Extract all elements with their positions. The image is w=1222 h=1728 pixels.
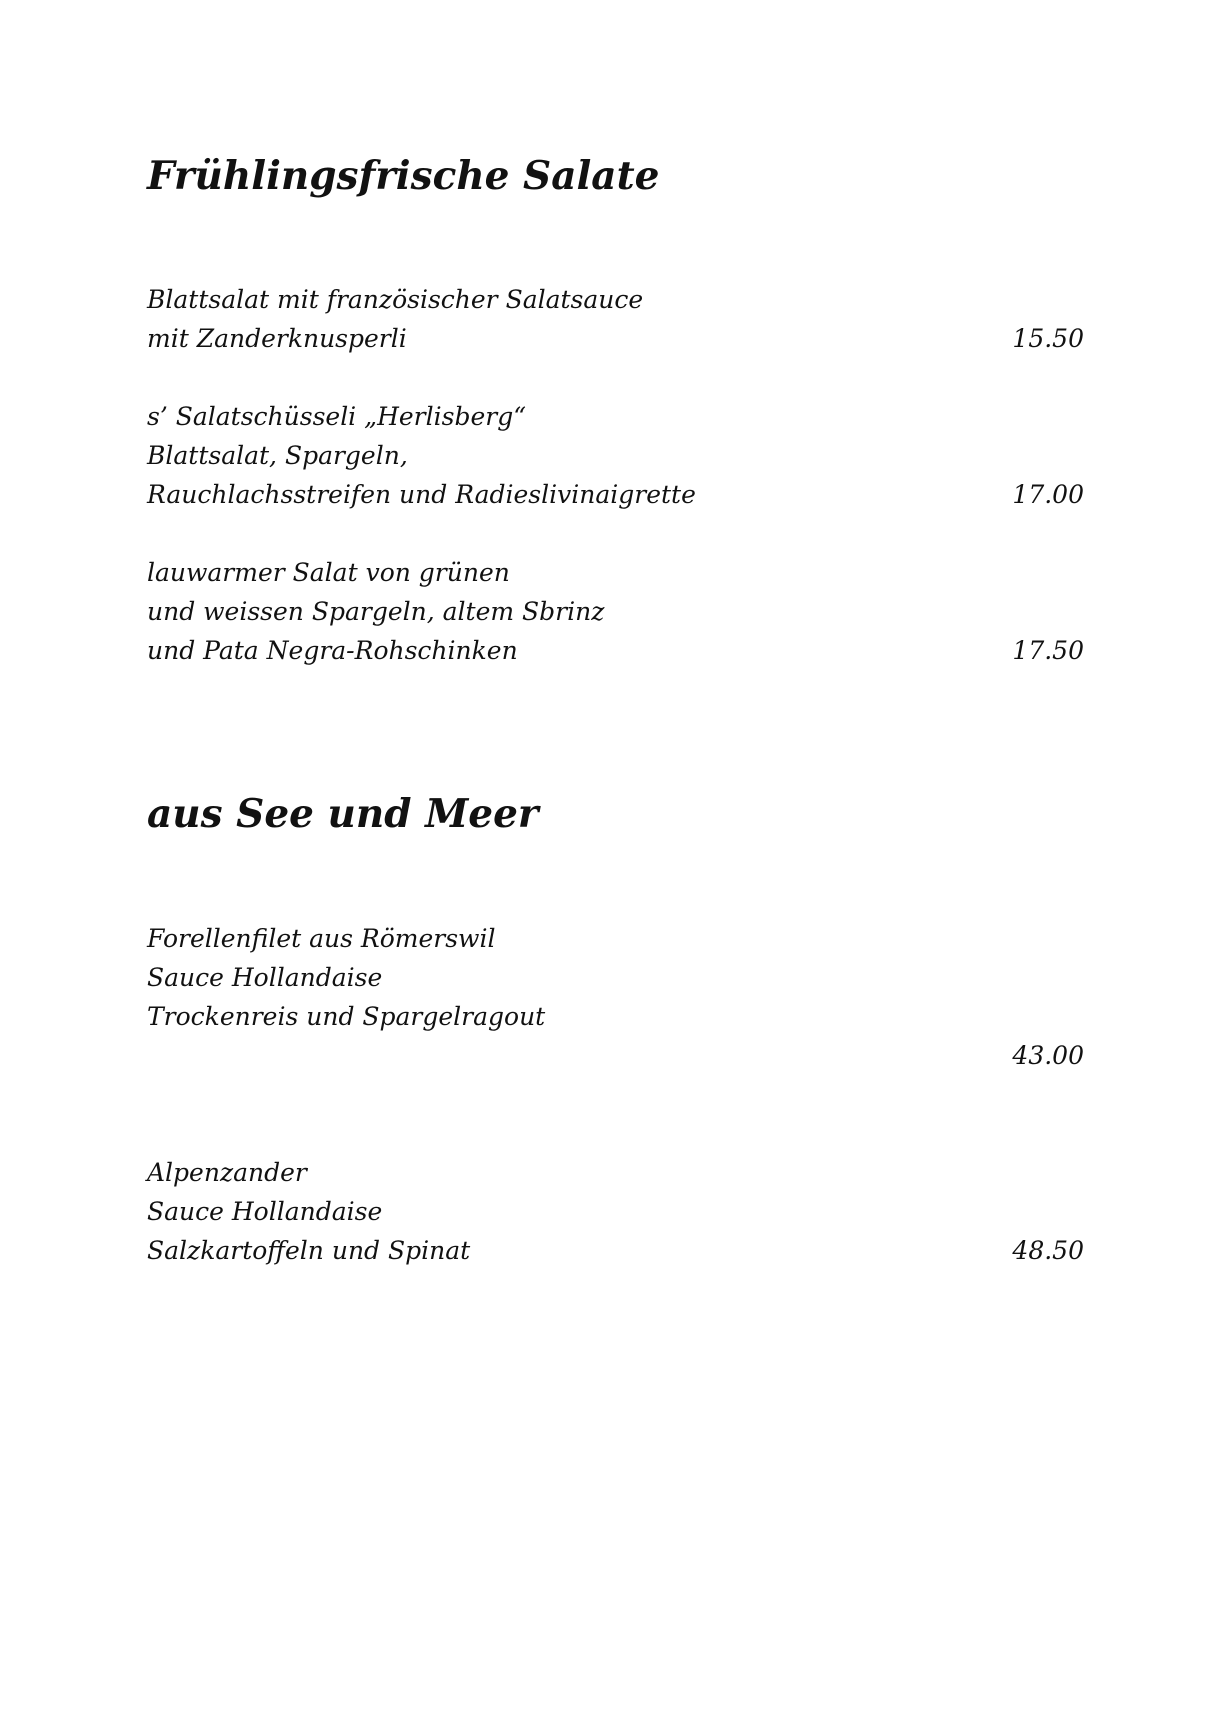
dish-description-line: Rauchlachsstreifen und Radieslivinaigrette: [147, 480, 696, 509]
dish-description-line: Sauce Hollandaise: [147, 963, 383, 992]
menu-item: [147, 1153, 1084, 1270]
section-heading-salads: Frühlingsfrische Salate: [147, 153, 660, 199]
dish-description-line: und weissen Spargeln, altem Sbrinz: [147, 597, 605, 626]
dish-price: 17.00: [1012, 480, 1084, 509]
menu-item: [147, 397, 1084, 514]
menu-item: [147, 553, 1084, 670]
dish-description-line: Sauce Hollandaise: [147, 1197, 383, 1226]
dish-description-line: Blattsalat, Spargeln,: [147, 441, 408, 470]
dish-description-line: Blattsalat mit französischer Salatsauce: [147, 285, 644, 314]
menu-item: [147, 919, 1084, 1070]
dish-description-line: Trockenreis und Spargelragout: [147, 1002, 546, 1031]
dish-price: 48.50: [1012, 1236, 1084, 1265]
dish-description-line: Forellenfilet aus Römerswil: [147, 924, 496, 953]
dish-description-line: mit Zanderknusperli: [147, 324, 407, 353]
dish-description-line: s’ Salatschüsseli „Herlisberg“: [147, 402, 526, 431]
menu-item: [147, 280, 1084, 358]
dish-description-line: lauwarmer Salat von grünen: [147, 558, 510, 587]
section-heading-fish: aus See und Meer: [147, 791, 539, 837]
dish-description-line: Alpenzander: [147, 1158, 307, 1187]
dish-price: 15.50: [1012, 324, 1084, 353]
dish-price: 43.00: [1012, 1041, 1084, 1070]
dish-price: 17.50: [1012, 636, 1084, 665]
dish-description-line: Salzkartoffeln und Spinat: [147, 1236, 471, 1265]
dish-description-line: und Pata Negra-Rohschinken: [147, 636, 518, 665]
